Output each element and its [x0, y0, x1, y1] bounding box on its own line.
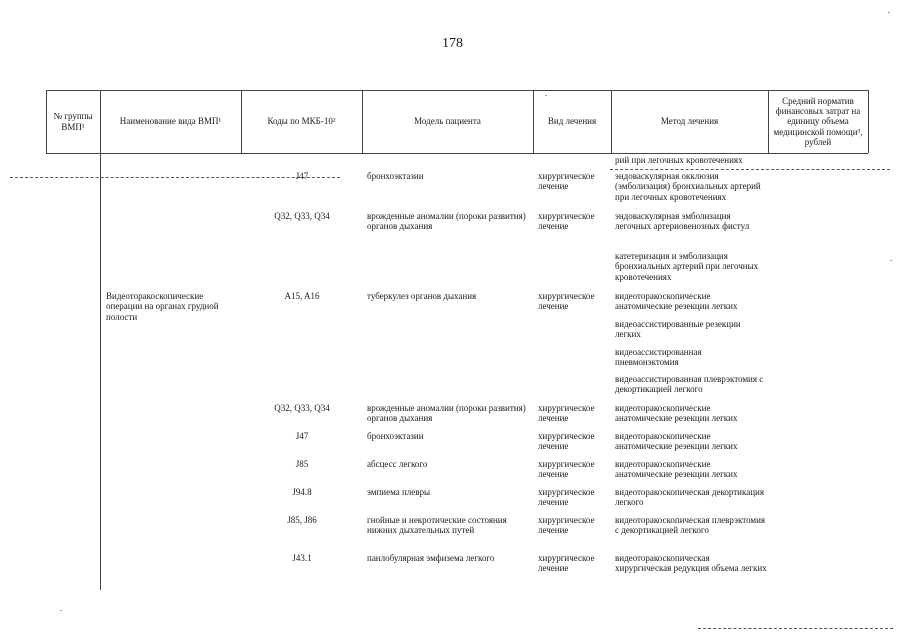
- treatment-method: видеоторакоскопическая хирургическая редукция объема легких: [615, 553, 767, 574]
- patient-model: врожденные аномалии (пороки развития) органов дыхания: [367, 403, 526, 424]
- header-cost-norm: Средний норматив финансовых затрат на единицу объема медицинской помощи³, рублей: [773, 95, 863, 148]
- icd-code: Q32, Q33, Q34: [274, 211, 330, 221]
- header-treatment-method: Метод лечения: [660, 116, 719, 127]
- header-patient-model: Модель пациента: [414, 116, 481, 127]
- patient-model: абсцесс легкого: [367, 459, 428, 469]
- header-vmp-name: Наименование вида ВМП¹: [119, 116, 222, 127]
- patient-model: панлобулярная эмфизема легкого: [367, 553, 495, 563]
- treatment-method: видеоассистированная плеврэктомия с декортикацией легкого: [615, 374, 764, 395]
- header-icd-codes: Коды по МКБ-10²: [267, 116, 336, 127]
- patient-model: бронхоэктазии: [367, 171, 424, 181]
- column-divider: [100, 90, 101, 590]
- treatment-method: видеоассистированная пневмонэктомия: [615, 347, 702, 368]
- treatment-type: хирургическое лечение: [538, 459, 595, 480]
- treatment-type: хирургическое лечение: [538, 515, 595, 536]
- icd-code: Q32, Q33, Q34: [274, 403, 330, 413]
- scan-speck: [888, 12, 890, 13]
- treatment-method: видеоторакоскопические анатомические резекции легких: [615, 403, 738, 424]
- treatment-method: видеоассистированные резекции легких: [615, 319, 741, 340]
- method-continuation: рий при легочных кровотечениях: [615, 155, 743, 165]
- treatment-method: видеоторакоскопические анатомические резекции легких: [615, 291, 738, 312]
- icd-code: J85, J86: [287, 515, 317, 525]
- header-treatment-type: Вид лечения: [547, 116, 597, 127]
- patient-model: врожденные аномалии (пороки развития) органов дыхания: [367, 211, 526, 232]
- column-divider: [868, 90, 869, 153]
- patient-model: гнойные и некротические состояния нижних дыхательных путей: [367, 515, 507, 536]
- vmp-group-name: Видеоторакоскопические операции на органах грудной полости: [106, 291, 219, 322]
- treatment-type: хирургическое лечение: [538, 403, 595, 424]
- patient-model: бронхоэктазии: [367, 431, 424, 441]
- treatment-type: хирургическое лечение: [538, 171, 595, 192]
- treatment-type: хирургическое лечение: [538, 487, 595, 508]
- treatment-type: хирургическое лечение: [538, 291, 595, 312]
- scan-dash-line: [698, 628, 893, 629]
- scan-speck: [890, 260, 892, 261]
- icd-code: J47: [295, 171, 309, 181]
- treatment-method: эндоваскулярная окклюзия (эмболизация) бронхиальных артерий при легочных кровотечениях: [615, 171, 761, 202]
- treatment-method: видеоторакоскопические анатомические резекции легких: [615, 431, 738, 452]
- header-group-number: № группы ВМП¹: [53, 111, 93, 132]
- icd-code: J85: [295, 459, 309, 469]
- patient-model: эмпиема плевры: [367, 487, 431, 497]
- treatment-method: видеоторакоскопическая декортикация легкого: [615, 487, 764, 508]
- scan-dash-line: [610, 169, 890, 170]
- treatment-type: хирургическое лечение: [538, 553, 595, 574]
- icd-code: J94.8: [292, 487, 312, 497]
- treatment-method: катетеризация и эмболизация бронхиальных артерий при легочных кровотечениях: [615, 251, 759, 282]
- treatment-type: хирургическое лечение: [538, 211, 595, 232]
- icd-code: J43.1: [292, 553, 312, 563]
- icd-code: J47: [295, 431, 309, 441]
- treatment-method: видеоторакоскопические анатомические резекции легких: [615, 459, 738, 480]
- treatment-method: эндоваскулярная эмболизация легочных артериовенозных фистул: [615, 211, 750, 232]
- header-bottom-rule: [46, 153, 868, 154]
- treatment-type: хирургическое лечение: [538, 431, 595, 452]
- scan-speck: [60, 610, 62, 611]
- page-number: 178: [442, 36, 463, 51]
- patient-model: туберкулез органов дыхания: [367, 291, 477, 301]
- icd-code: A15, A16: [284, 291, 320, 301]
- treatment-method: видеоторакоскопическая плеврэктомия с декортикацией легкого: [615, 515, 766, 536]
